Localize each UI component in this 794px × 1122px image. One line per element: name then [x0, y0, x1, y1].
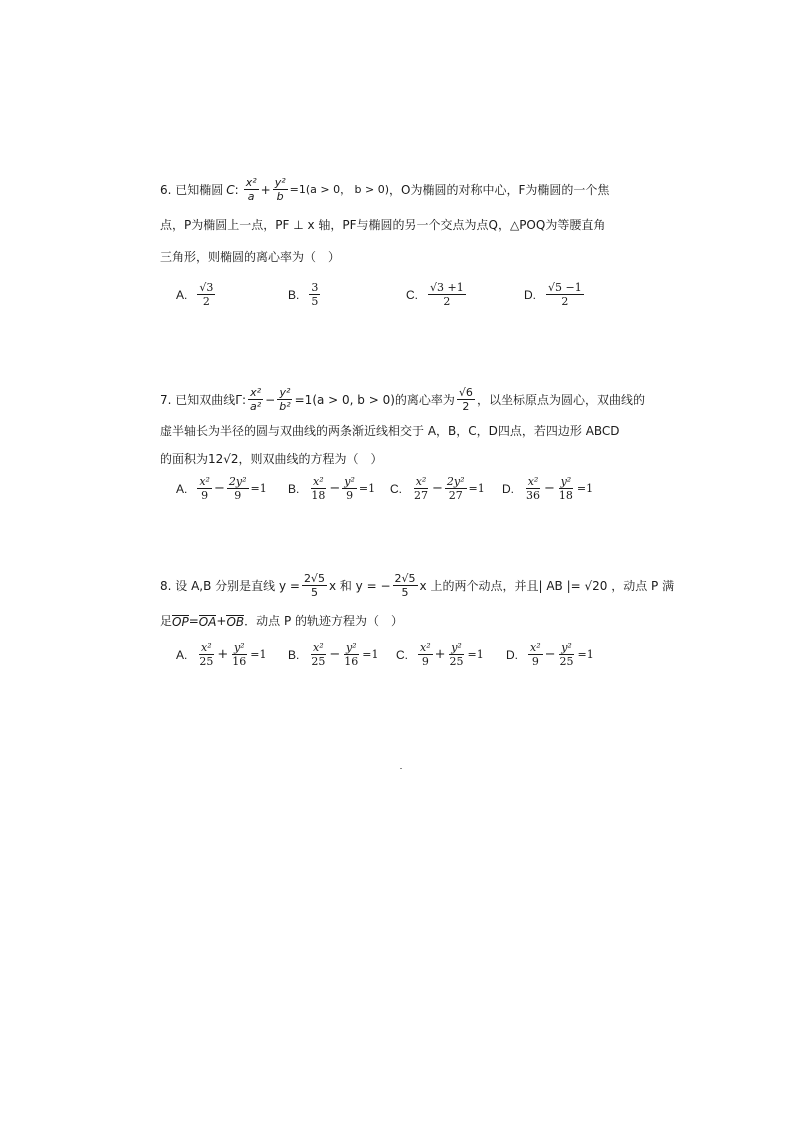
q8-mid: x 和 y = −: [328, 578, 391, 593]
question-8: [160, 572, 675, 668]
q6-option-c[interactable]: C. $\frac{√3 +1}{2}$: [406, 281, 464, 308]
q7-condition: =1(a > 0, b > 0)的离心率为: [294, 392, 455, 407]
q7-intro: 7. 已知双曲线Γ:: [160, 392, 246, 407]
q7-line-2: 虚半轴长为半径的圆与双曲线的两条渐近线相交于 A，B，C，D四点，若四边形 ABCD: [160, 424, 620, 438]
vector-op: OP: [172, 614, 189, 629]
q6-option-d[interactable]: D. $\frac{√5 -1}{2}$: [524, 281, 582, 308]
q8-option-a[interactable]: A. $\frac{\text{x²}}{25}$ + $\frac{\text{y²}}{16}$ =1: [176, 641, 267, 668]
vector-ob: OB: [226, 614, 245, 629]
q7-options: [176, 475, 660, 502]
q6-intro: 6. 已知椭圆: [160, 182, 224, 197]
q8-options: [176, 641, 660, 668]
q6-condition: =1(a > 0， b > 0): [289, 182, 390, 196]
q6-ellipse-name: C: [226, 182, 235, 197]
q8-option-c[interactable]: C. $\frac{\text{x²}}{9}$ + $\frac{\text{y²}}{25}$ =1: [396, 641, 484, 668]
q6-term-1: $\frac{\text{x²}}{a}$: [245, 176, 257, 203]
q7-option-c[interactable]: C. $\frac{\text{x²}}{27}$ − $\frac{\text{2y²}}{27}$ =1: [390, 475, 485, 502]
q7-option-b[interactable]: B. $\frac{\text{x²}}{18}$ − $\frac{\text{y²}}{9}$ =1: [288, 475, 376, 502]
q6-option-b[interactable]: B. $\frac{3}{5}$: [288, 281, 319, 308]
q8-slope-1: $\frac{2√5}{5}$: [303, 572, 325, 599]
scan-speck: [400, 768, 402, 769]
q6-op: +: [260, 182, 271, 197]
q7-option-a[interactable]: A. $\frac{\text{x²}}{9}$ − $\frac{\text{2y²}}{9}$ =1: [176, 475, 267, 502]
q7-line-1-suffix: ，以坐标原点为圆心，双曲线的: [476, 392, 645, 407]
q8-intro: 8. 设 A,B 分别是直线 y =: [160, 578, 300, 593]
question-7: [160, 386, 660, 502]
q7-term-1: $\frac{\text{x²}}{\text{a²}}$: [250, 386, 262, 413]
q7-line-1: [160, 386, 660, 413]
q7-op: −: [265, 392, 276, 407]
q7-line-3: 的面积为12√2，则双曲线的方程为（ ）: [160, 452, 383, 466]
q6-line-3: 三角形，则椭圆的离心率为（ ）: [160, 250, 341, 264]
q6-line-1: [160, 176, 660, 203]
q8-line-1: [160, 572, 675, 599]
q7-eccentricity: $\frac{√6}{2}$: [458, 386, 473, 413]
q8-line-1-suffix: x 上的两个动点，并且| AB |= √20 ，动点 P 满: [419, 578, 675, 593]
q6-line-1-suffix: ，O为椭圆的对称中心，F为椭圆的一个焦: [389, 182, 610, 197]
q8-option-b[interactable]: B. $\frac{\text{x²}}{25}$ − $\frac{\text{y²}}{16}$ =1: [288, 641, 379, 668]
q6-term-2: $\frac{\text{y²}}{b}$: [274, 176, 286, 203]
q8-slope-2: $\frac{2√5}{5}$: [394, 572, 416, 599]
vector-oa: OA: [198, 614, 217, 629]
q7-term-2: $\frac{\text{y²}}{\text{b²}}$: [279, 386, 291, 413]
q6-option-a[interactable]: A. $\frac{√3}{2}$: [176, 281, 214, 308]
q8-line-2: 足 OP = OA + OB ．动点 P 的轨迹方程为（ ）: [160, 614, 404, 629]
q6-line-2: 点，P为椭圆上一点，PF ⊥ x 轴，PF与椭圆的另一个交点为点Q，△POQ为等腰直角: [160, 218, 606, 232]
q6-colon: :: [234, 182, 239, 197]
q8-option-d[interactable]: D. $\frac{\text{x²}}{9}$ − $\frac{\text{y²}}{25}$ =1: [506, 641, 594, 668]
q7-option-d[interactable]: D. $\frac{\text{x²}}{36}$ − $\frac{\text{y²}}{18}$ =1: [502, 475, 594, 502]
q6-options: [176, 281, 660, 308]
question-6: [160, 176, 660, 308]
